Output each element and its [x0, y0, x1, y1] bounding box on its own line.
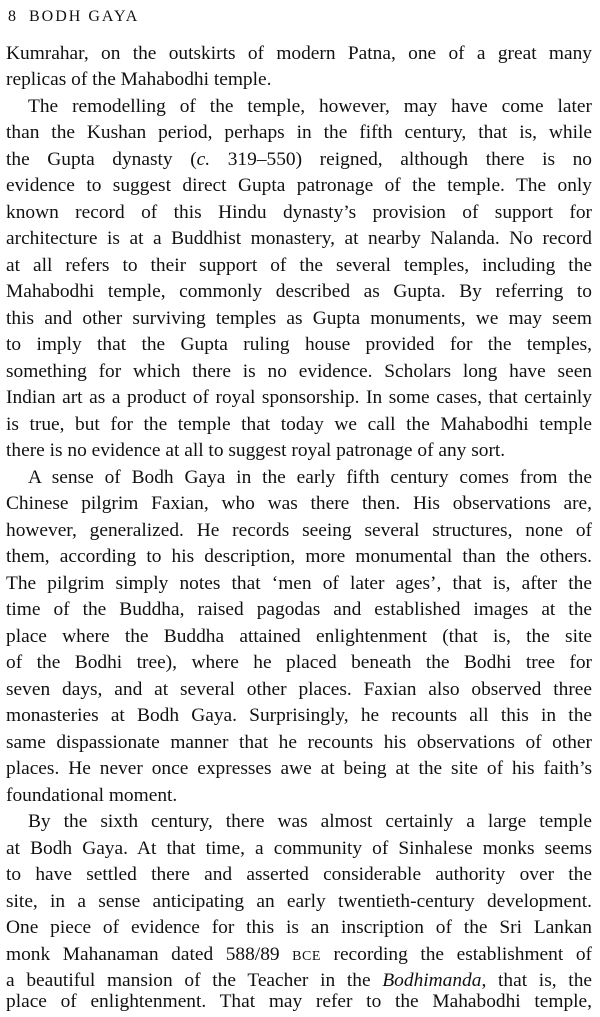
- text-line: the Gupta dynasty (c. 319–550) reigned, although there is no: [6, 149, 592, 170]
- text-line: to imply that the Gupta ruling house provided for the temples,: [6, 334, 592, 355]
- text-line: monasteries at Bodh Gaya. Surprisingly, he recounts all this in the: [6, 705, 592, 726]
- text-line: of the Bodhi tree), where he placed beneath the Bodhi tree for: [6, 652, 592, 673]
- running-title: BODH GAYA: [29, 8, 140, 25]
- text-line: places. He never once expresses awe at being at the site of his faith’s: [6, 758, 592, 779]
- text-line: Mahabodhi temple, commonly described as Gupta. By referring to: [6, 281, 592, 302]
- text-line: known record of this Hindu dynasty’s provision of support for: [6, 202, 592, 223]
- text-line: at Bodh Gaya. At that time, a community of Sinhalese monks seems: [6, 838, 592, 859]
- text-line: this and other surviving temples as Gupta monuments, we may seem: [6, 308, 592, 329]
- page-number: 8: [8, 8, 17, 25]
- text-line: seven days, and at several other places. Faxian also observed three: [6, 679, 592, 700]
- text-line: a beautiful mansion of the Teacher in the Bodhimanda, that is, the: [6, 970, 592, 991]
- text-line: evidence to suggest direct Gupta patronage of the temple. The only: [6, 175, 592, 196]
- text-line: site, in a sense anticipating an early twentieth-century development.: [6, 891, 592, 912]
- text-line: By the sixth century, there was almost certainly a large temple: [28, 811, 592, 832]
- text-line: place where the Buddha attained enlightenment (that is, the site: [6, 626, 592, 647]
- text-line: at all refers to their support of the several temples, including the: [6, 255, 592, 276]
- text-line: something for which there is no evidence. Scholars long have seen: [6, 361, 592, 382]
- text-line: however, generalized. He records seeing several structures, none of: [6, 520, 592, 541]
- text-line: place of enlightenment. That may refer to the Mahabodhi temple,: [6, 991, 592, 1012]
- text-line: same dispassionate manner that he recounts his observations of other: [6, 732, 592, 753]
- text-line: architecture is at a Buddhist monastery, at nearby Nalanda. No record: [6, 228, 592, 249]
- text-line: than the Kushan period, perhaps in the fifth century, that is, while: [6, 122, 592, 143]
- text-line: The pilgrim simply notes that ‘men of later ages’, that is, after the: [6, 573, 592, 594]
- text-line: One piece of evidence for this is an inscription of the Sri Lankan: [6, 917, 592, 938]
- text-line: is true, but for the temple that today we call the Mahabodhi temple: [6, 414, 592, 435]
- text-line: time of the Buddha, raised pagodas and established images at the: [6, 599, 592, 620]
- text-line: there is no evidence at all to suggest royal patronage of any sort.: [6, 440, 506, 461]
- text-line: Chinese pilgrim Faxian, who was there then. His observations are,: [6, 493, 592, 514]
- text-line: them, according to his description, more monumental than the others.: [6, 546, 592, 567]
- text-line: A sense of Bodh Gaya in the early fifth century comes from the: [28, 467, 592, 488]
- text-line: Indian art as a product of royal sponsorship. In some cases, that certainly: [6, 387, 592, 408]
- text-line: to have settled there and asserted considerable authority over the: [6, 864, 592, 885]
- text-line: monk Mahanaman dated 588/89 BCE recording the establishment of: [6, 944, 592, 965]
- text-line: foundational moment.: [6, 785, 178, 806]
- text-line: replicas of the Mahabodhi temple.: [6, 69, 272, 90]
- text-line: Kumrahar, on the outskirts of modern Patna, one of a great many: [6, 43, 592, 64]
- text-line: The remodelling of the temple, however, may have come later: [28, 96, 592, 117]
- running-head: [8, 6, 139, 28]
